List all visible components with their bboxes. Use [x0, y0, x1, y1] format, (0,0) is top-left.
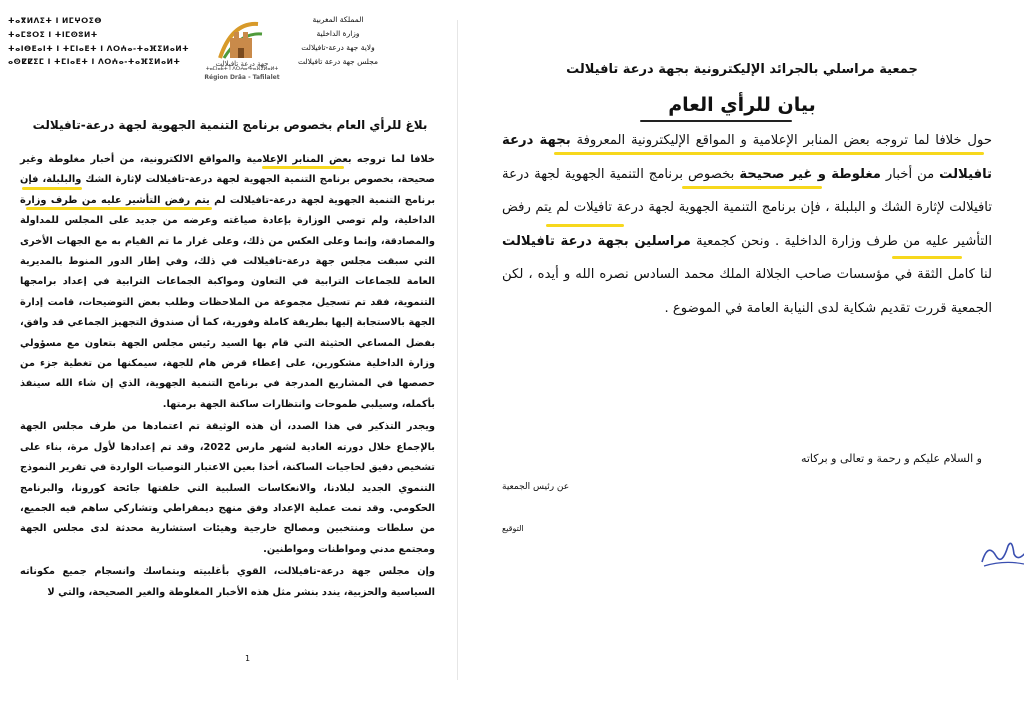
signed-by-label: عن رئيس الجمعية: [502, 482, 570, 492]
left-p1-highlight-1: مغلوطة وغير صحيحة: [20, 154, 435, 186]
right-document-page: [462, 0, 1024, 701]
right-highlight-mark-2: [682, 186, 822, 189]
handwritten-signature-icon: [974, 532, 1024, 572]
tifinagh-header-line-2: ⵜⴰⵎⵓⵔⵉ ⵏ ⵜⵏⵎⵙⵓⵍⵜ: [8, 30, 98, 39]
page-divider: [457, 20, 458, 680]
right-p1-part-a: حول خلافا لما تروجه بعض المنابر الإعلامية و المواقع الإليكترونية المعروفة: [570, 133, 992, 148]
right-p1-part-e: بخصوص برنامج التنمية الجهوية لجهة درعة تافيلالت لإثارة الشك و البلبلة ، فإن برنامج التنمية الجهوية لجهة درعة تافيلات لم يتم رفض التأشير عليه من طرف وزارة الداخلية . ونحن كجمعية: [502, 166, 992, 249]
tifinagh-header-line-1: ⵜⴰⴳⵍⴷⵉⵜ ⵏ ⵍⵎⵖⵔⵉⴱ: [8, 16, 102, 25]
right-p1-bold-region: بجهة درعة تافيلالت: [502, 133, 992, 182]
right-highlight-mark-4: [892, 256, 962, 259]
gov-header-line-2: وزارة الداخلية: [316, 29, 360, 38]
logo-latin-caption: Région Drâa - Tafilalet: [204, 74, 280, 81]
left-p1-part-a: خلافا لما تروجه بعض المنابر الإعلامية والمواقع الالكترونية، من أخبار: [85, 154, 435, 165]
left-document-body: [20, 150, 435, 605]
left-paragraph-3: وإن مجلس جهة درعة-تافيلالت، القوي بأغلبيته وبتماسك وانسجام جميع مكوناته السياسية والحزبية، يندد بنشر مثل هذه الأخبار المغلوطة والغير الصحيحة، والتي لا: [20, 566, 435, 598]
tifinagh-header-line-3: ⵜⴰⵏⴱⴹⴰⵏⵜ ⵏ ⵜⵎⵏⴰⴹⵜ ⵏ ⴷⵔⵄⴰ-ⵜⴰⴼⵉⵍⴰⵍⵜ: [8, 44, 190, 53]
title-underline: [640, 120, 792, 122]
left-document-title: بلاغ للرأي العام بخصوص برنامج التنمية الجهوية لجهة درعة-تافيلالت: [32, 118, 428, 132]
gov-header-line-3: ولاية جهة درعة-تافيلالت: [301, 43, 375, 52]
right-highlight-mark-1: [554, 152, 984, 155]
gov-header-line-4: مجلس جهة درعة تافيلالت: [298, 57, 378, 66]
logo-arabic-caption: جهة درعة تافيلالت: [215, 60, 269, 68]
gov-header-line-1: المملكة المغربية: [312, 15, 364, 24]
right-p1-bold-correspondents: مراسلين بجهة درعة تافيلالت: [502, 233, 691, 249]
left-p1-highlight-2: لإثارة الشك والبلبلة: [46, 174, 142, 186]
left-highlight-mark-1: [262, 166, 344, 169]
right-p1-part-c: من أخبار: [880, 166, 940, 182]
right-document-title: بيان للرأي العام: [668, 94, 816, 116]
left-highlight-mark-2: [22, 187, 82, 190]
left-document-page: [0, 0, 455, 701]
left-paragraph-1: [20, 150, 435, 415]
association-name: جمعية مراسلي بالجرائد الإليكترونية بجهة درعة تافيلالت: [566, 62, 918, 77]
tifinagh-header-line-4: ⴰⵙⵇⵇⵉⵎ ⵏ ⵜⵎⵏⴰⴹⵜ ⵏ ⴷⵔⵄⴰ-ⵜⴰⴼⵉⵍⴰⵍⵜ: [8, 57, 181, 66]
left-highlight-mark-3: [26, 207, 212, 210]
right-highlight-mark-3: [546, 224, 624, 227]
left-paragraph-2: ويجدر التذكير في هذا الصدد، أن هذه الوثيقة تم اعتمادها من طرف مجلس الجهة بالإجماع خلال دورته العادية لشهر مارس 2022، وقد تم إعدادها لأول مرة، بناء على تشخيص دقيق لحاجيات الساكنة، أخذا بعين الاعتبار التوصيات الواردة في تقرير النموذج التنموي الجديد لبلادنا، والانعكاسات السلبية التي خلفتها جائحة كورونا، والبرنامج الحكومي. وقد تمت عملية الإعداد وفق منهج ديمقراطي وتشاركي ساهم فيه الجميع، من سلطات ومنتخبين ومصالح خارجية وهيئات استشارية محدثة لدى مجلس الجهة ومجتمع مدني ومواطنات ومواطنين.: [20, 421, 435, 555]
right-p1-part-g: لنا كامل الثقة في مؤسسات صاحب الجلالة الملك محمد السادس نصره الله و أيده ، لكن الجمعية قررت تقديم شكاية لدى النيابة العامة في الموضوع .: [502, 267, 992, 316]
logo-tifinagh-caption: ⵜⴰⵎⵏⴰⴹⵜ ⵏ ⴷⵔⵄⴰ-ⵜⴰⴼⵉⵍⴰⵍⵜ: [205, 66, 279, 72]
right-p1-bold-false-news: مغلوطة و غير صحيحة: [739, 166, 881, 182]
left-page-number: 1: [245, 654, 251, 663]
left-p1-part-c: ، بخصوص برنامج التنمية الجهوية لجهة درعة-تافيلالت: [141, 174, 402, 186]
signature-label: التوقيع: [502, 524, 524, 533]
left-p1-part-e: ، فإن برنامج التنمية الجهوية لجهة درعة-تافيلالت لم يتم رفض التأشير عليه من طرف وزارة الداخلية، ولم توصي الوزارة بإعادة صياغته وعرضه من جديد على المجلس للمداولة والمصادقة، وإنما وعلى العكس من ذلك، وعلى غرار ما تم القيام به مع الجهات الأخرى التي سبقت مجلس جهة درعة-تافيلالت في ذلك، وفي إطار الدور المنوط بالمديرية العامة للجماعات الترابية في التعاون ومواكبة الجماعات الترابية في إعداد برامجها التنموية، فقد تم تسجيل مجموعة من الملاحظات وطلب بعض التوضيحات، قامت إدارة الجهة بالاستجابة إليها بطريقة كاملة وفورية، كما أن صندوق التجهيز الجماعي قد وافق، بفضل المساعي الحثيثة التي قام بها السيد رئيس مجلس الجهة بتعاون مع مسؤولي وزارة الداخلية مشكورين، على إعطاء قرض هام للجهة، سيمكنها من تغطية جزء من حصصها في المشاريع المدرجة في برنامج التنمية الجهوية، الذي إن شاء الله سينفذ بأكمله، وسيلبي طموحات وانتظارات ساكنة الجهة برمتها.: [20, 174, 435, 410]
closing-greeting: و السلام عليكم و رحمة و تعالى و بركاته: [800, 452, 982, 465]
